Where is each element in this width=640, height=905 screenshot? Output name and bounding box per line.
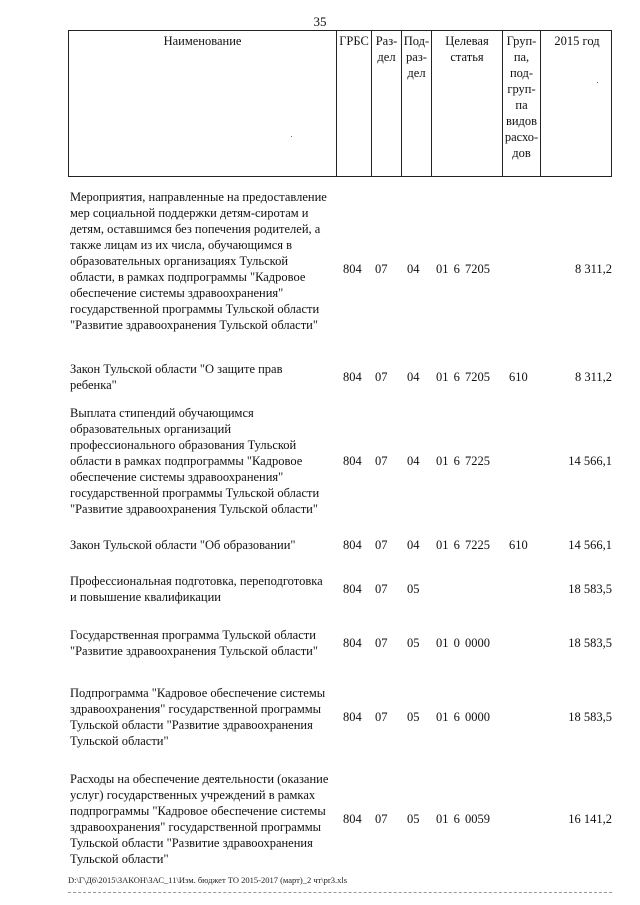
row-podrazdel: 04 bbox=[407, 454, 420, 468]
row-podrazdel: 04 bbox=[407, 370, 420, 384]
row-name: Расходы на обеспечение деятельности (оказание услуг) государственных учреждений в рамках подпрограммы "Кадровое обеспечение системы здравоохранения" государственной программы Тульской области "Развитие здравоохранения Тульской области" bbox=[70, 772, 329, 866]
row-grbs: 804 bbox=[343, 454, 362, 468]
row-podrazdel: 05 bbox=[407, 812, 420, 826]
row-celevaya: 01 6 7225 bbox=[436, 454, 490, 468]
table-body bbox=[68, 189, 612, 867]
row-name: Мероприятия, направленные на предоставление мер социальной поддержки детям-сиротам и детям, оставшимся без попечения родителей, а также лицам из их числа, обучающимся в образовательных организациях Тульской области, в рамках подпрограммы "Кадровое обеспечение системы здравоохранения" государственной программы Тульской области "Развитие здравоохранения Тульской области" bbox=[70, 190, 327, 332]
row-celevaya: 01 0 0000 bbox=[436, 636, 490, 650]
table-row bbox=[68, 627, 612, 659]
file-path: D:\Г\Д6\2015\ЗАКОН\ЗАС_11\Изм. бюджет ТО 2015-2017 (март)_2 чт\pr3.xls bbox=[68, 875, 348, 885]
row-sum: 8 311,2 bbox=[574, 370, 612, 384]
table-row bbox=[68, 361, 612, 393]
row-celevaya: 01 6 7225 bbox=[436, 538, 490, 552]
row-razdel: 07 bbox=[375, 710, 388, 724]
table-row bbox=[68, 573, 612, 605]
row-razdel: 07 bbox=[375, 370, 388, 384]
row-sum: 14 566,1 bbox=[568, 538, 612, 552]
row-gruppa: 610 bbox=[509, 370, 528, 384]
row-podrazdel: 05 bbox=[407, 636, 420, 650]
row-grbs: 804 bbox=[343, 812, 362, 826]
row-grbs: 804 bbox=[343, 262, 362, 276]
budget-table bbox=[68, 30, 612, 867]
table-header bbox=[68, 30, 612, 177]
table-row bbox=[68, 771, 612, 867]
table-row bbox=[68, 189, 612, 349]
header-razdel: Раз- дел bbox=[372, 31, 402, 176]
row-name: Закон Тульской области "О защите прав ребенка" bbox=[70, 362, 283, 392]
row-gruppa: 610 bbox=[509, 538, 528, 552]
row-name: Подпрограмма "Кадровое обеспечение системы здравоохранения" государственной программы Тульской области "Развитие здравоохранения Тульской области" bbox=[70, 686, 326, 748]
row-sum: 18 583,5 bbox=[568, 582, 612, 596]
scan-speck bbox=[597, 82, 598, 83]
row-grbs: 804 bbox=[343, 710, 362, 724]
row-celevaya: 01 6 7205 bbox=[436, 370, 490, 384]
row-podrazdel: 04 bbox=[407, 538, 420, 552]
header-grbs: ГРБС bbox=[337, 31, 372, 176]
row-razdel: 07 bbox=[375, 538, 388, 552]
row-sum: 16 141,2 bbox=[568, 812, 612, 826]
row-grbs: 804 bbox=[343, 538, 362, 552]
header-name: Наименование bbox=[69, 31, 337, 176]
row-grbs: 804 bbox=[343, 582, 362, 596]
footer-rule bbox=[68, 892, 612, 893]
row-razdel: 07 bbox=[375, 582, 388, 596]
header-podrazdel: Под- раз- дел bbox=[402, 31, 432, 176]
row-podrazdel: 05 bbox=[407, 710, 420, 724]
row-celevaya: 01 6 0000 bbox=[436, 710, 490, 724]
table-row bbox=[68, 685, 612, 749]
row-razdel: 07 bbox=[375, 262, 388, 276]
table-row bbox=[68, 405, 612, 517]
row-podrazdel: 05 bbox=[407, 582, 420, 596]
row-celevaya: 01 6 0059 bbox=[436, 812, 490, 826]
row-celevaya: 01 6 7205 bbox=[436, 262, 490, 276]
row-razdel: 07 bbox=[375, 454, 388, 468]
row-podrazdel: 04 bbox=[407, 262, 420, 276]
row-name: Закон Тульской области "Об образовании" bbox=[70, 538, 296, 552]
header-gruppa-vidov-rashodov: Груп- па, под- груп- па видов расхо- дов bbox=[503, 31, 541, 176]
row-name: Профессиональная подготовка, переподготовка и повышение квалификации bbox=[70, 574, 323, 604]
row-sum: 14 566,1 bbox=[568, 454, 612, 468]
header-year: 2015 год bbox=[554, 34, 600, 48]
scan-speck bbox=[291, 136, 292, 137]
row-name: Государственная программа Тульской области "Развитие здравоохранения Тульской области" bbox=[70, 628, 318, 658]
header-celevaya-statya: Целевая статья bbox=[432, 31, 503, 176]
row-sum: 8 311,2 bbox=[574, 262, 612, 276]
page-number: 35 bbox=[313, 14, 327, 29]
row-sum: 18 583,5 bbox=[568, 636, 612, 650]
table-row bbox=[68, 537, 612, 553]
row-razdel: 07 bbox=[375, 812, 388, 826]
row-grbs: 804 bbox=[343, 370, 362, 384]
row-sum: 18 583,5 bbox=[568, 710, 612, 724]
row-razdel: 07 bbox=[375, 636, 388, 650]
row-grbs: 804 bbox=[343, 636, 362, 650]
row-name: Выплата стипендий обучающимся образовательных организаций профессионального образования Тульской области в рамках подпрограммы "Кадровое обеспечение системы здравоохранения" государственной программы Тульской области "Развитие здравоохранения Тульской области" bbox=[70, 406, 320, 516]
